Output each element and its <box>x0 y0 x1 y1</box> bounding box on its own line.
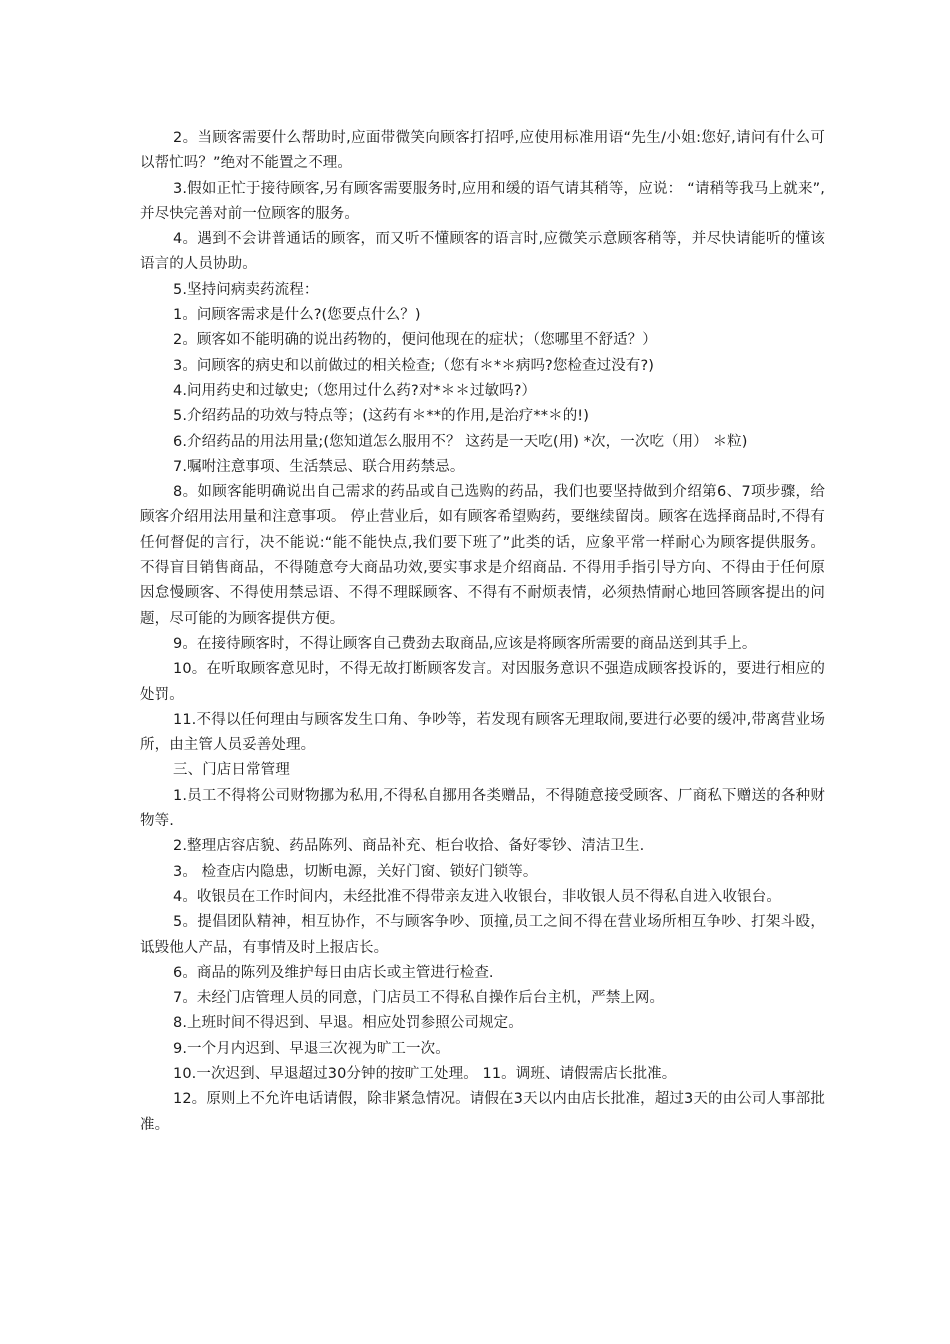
paragraph-rule-2-greeting: 2。当顾客需要什么帮助时,应面带微笑向顾客打招呼,应使用标准用语“先生/小姐:您好,请问有什么可以帮忙吗？”绝对不能置之不理。 <box>140 130 825 172</box>
paragraph-mgmt-8: 8.上班时间不得迟到、早退。相应处罚参照公司规定。 <box>173 1015 523 1032</box>
paragraph-step-7: 7.嘱咐注意事项、生活禁忌、联合用药禁忌。 <box>173 458 465 475</box>
paragraph-step-1: 1。问顾客需求是什么?(您要点什么？) <box>173 307 421 324</box>
paragraph-rule-5-process: 5.坚持问病卖药流程： <box>173 281 319 298</box>
paragraph-rule-4-language: 4。遇到不会讲普通话的顾客，而又听不懂顾客的语言时,应微笑示意顾客稍等，并尽快请能听的懂该语言的人员协助。 <box>140 231 825 273</box>
paragraph-mgmt-7: 7。未经门店管理人员的同意，门店员工不得私自操作后台主机，严禁上网。 <box>173 990 665 1007</box>
paragraph-mgmt-10-11: 10.一次迟到、早退超过30分钟的按旷工处理。 11。调班、请假需店长批准。 <box>173 1065 677 1082</box>
paragraph-mgmt-5: 5。提倡团队精神，相互协作，不与顾客争吵、顶撞,员工之间不得在营业场所相互争吵、打架斗殴，诋毁他人产品，有事情及时上报店长。 <box>140 914 825 956</box>
paragraph-step-6: 6.介绍药品的用法用量;(您知道怎么服用不？ 这药是一天吃(用) *次，一次吃（用） ＊粒) <box>173 433 748 450</box>
paragraph-rule-10: 10。在听取顾客意见时，不得无故打断顾客发言。对因服务意识不强造成顾客投诉的，要进行相应的处罚。 <box>140 661 825 703</box>
paragraph-mgmt-2: 2.整理店容店貌、药品陈列、商品补充、柜台收拾、备好零钞、清洁卫生. <box>173 838 645 855</box>
paragraph-step-2: 2。顾客如不能明确的说出药物的，便问他现在的症状；（您哪里不舒适？） <box>173 332 657 349</box>
paragraph-mgmt-9: 9.一个月内迟到、早退三次视为旷工一次。 <box>173 1040 450 1057</box>
paragraph-mgmt-6: 6。商品的陈列及维护每日由店长或主管进行检查. <box>173 964 494 981</box>
paragraph-mgmt-12: 12。原则上不允许电话请假，除非紧急情况。请假在3天以内由店长批准，超过3天的由公司人事部批准。 <box>140 1091 825 1133</box>
paragraph-step-4: 4.问用药史和过敏史;（您用过什么药?对*＊＊过敏吗?） <box>173 382 537 399</box>
paragraph-step-3: 3。问顾客的病史和以前做过的相关检查;（您有＊*＊病吗?您检查过没有?) <box>173 357 655 374</box>
paragraph-mgmt-4: 4。收银员在工作时间内，未经批准不得带亲友进入收银台，非收银人员不得私自进入收银台。 <box>173 888 781 905</box>
paragraph-mgmt-3: 3。 检查店内隐患，切断电源，关好门窗、锁好门锁等。 <box>173 863 538 880</box>
paragraph-rule-9: 9。在接待顾客时，不得让顾客自己费劲去取商品,应该是将顾客所需要的商品送到其手上。 <box>173 635 757 652</box>
paragraph-rule-8: 8。如顾客能明确说出自己需求的药品或自己选购的药品，我们也要坚持做到介绍第6、7项步骤，给顾客介绍用法用量和注意事项。 停止营业后，如有顾客希望购药，要继续留岗。顾客在选择商品时,不得有任何督促的言行，决不能说:“能不能快点,我们要下班了”此类的话，应象平常一样耐心为顾客提供服务。 不得盲目销售商品，不得随意夸大商品功效,要实事求是介绍商品. 不得用手指引导方向、不得由于任何原因怠慢顾客、不得使用禁忌语、不得不理睬顾客、不得有不耐烦表情，必须热情耐心地回答顾客提出的问题，尽可能的为顾客提供方便。 <box>140 484 825 627</box>
paragraph-mgmt-1: 1.员工不得将公司财物挪为私用,不得私自挪用各类赠品，不得随意接受顾客、厂商私下赠送的各种财物等. <box>140 787 825 830</box>
paragraph-rule-3-busy: 3.假如正忙于接待顾客,另有顾客需要服务时,应用和缓的语气请其稍等，应说： “请稍等我马上就来”,并尽快完善对前一位顾客的服务。 <box>140 180 825 222</box>
document-body <box>140 126 825 1138</box>
paragraph-rule-11: 11.不得以任何理由与顾客发生口角、争吵等，若发现有顾客无理取闹,要进行必要的缓冲,带离营业场所，由主管人员妥善处理。 <box>140 711 825 754</box>
section-heading-store-management: 三、门店日常管理 <box>173 762 290 779</box>
paragraph-step-5: 5.介绍药品的功效与特点等；(这药有＊**的作用,是治疗**＊的!) <box>173 408 589 425</box>
